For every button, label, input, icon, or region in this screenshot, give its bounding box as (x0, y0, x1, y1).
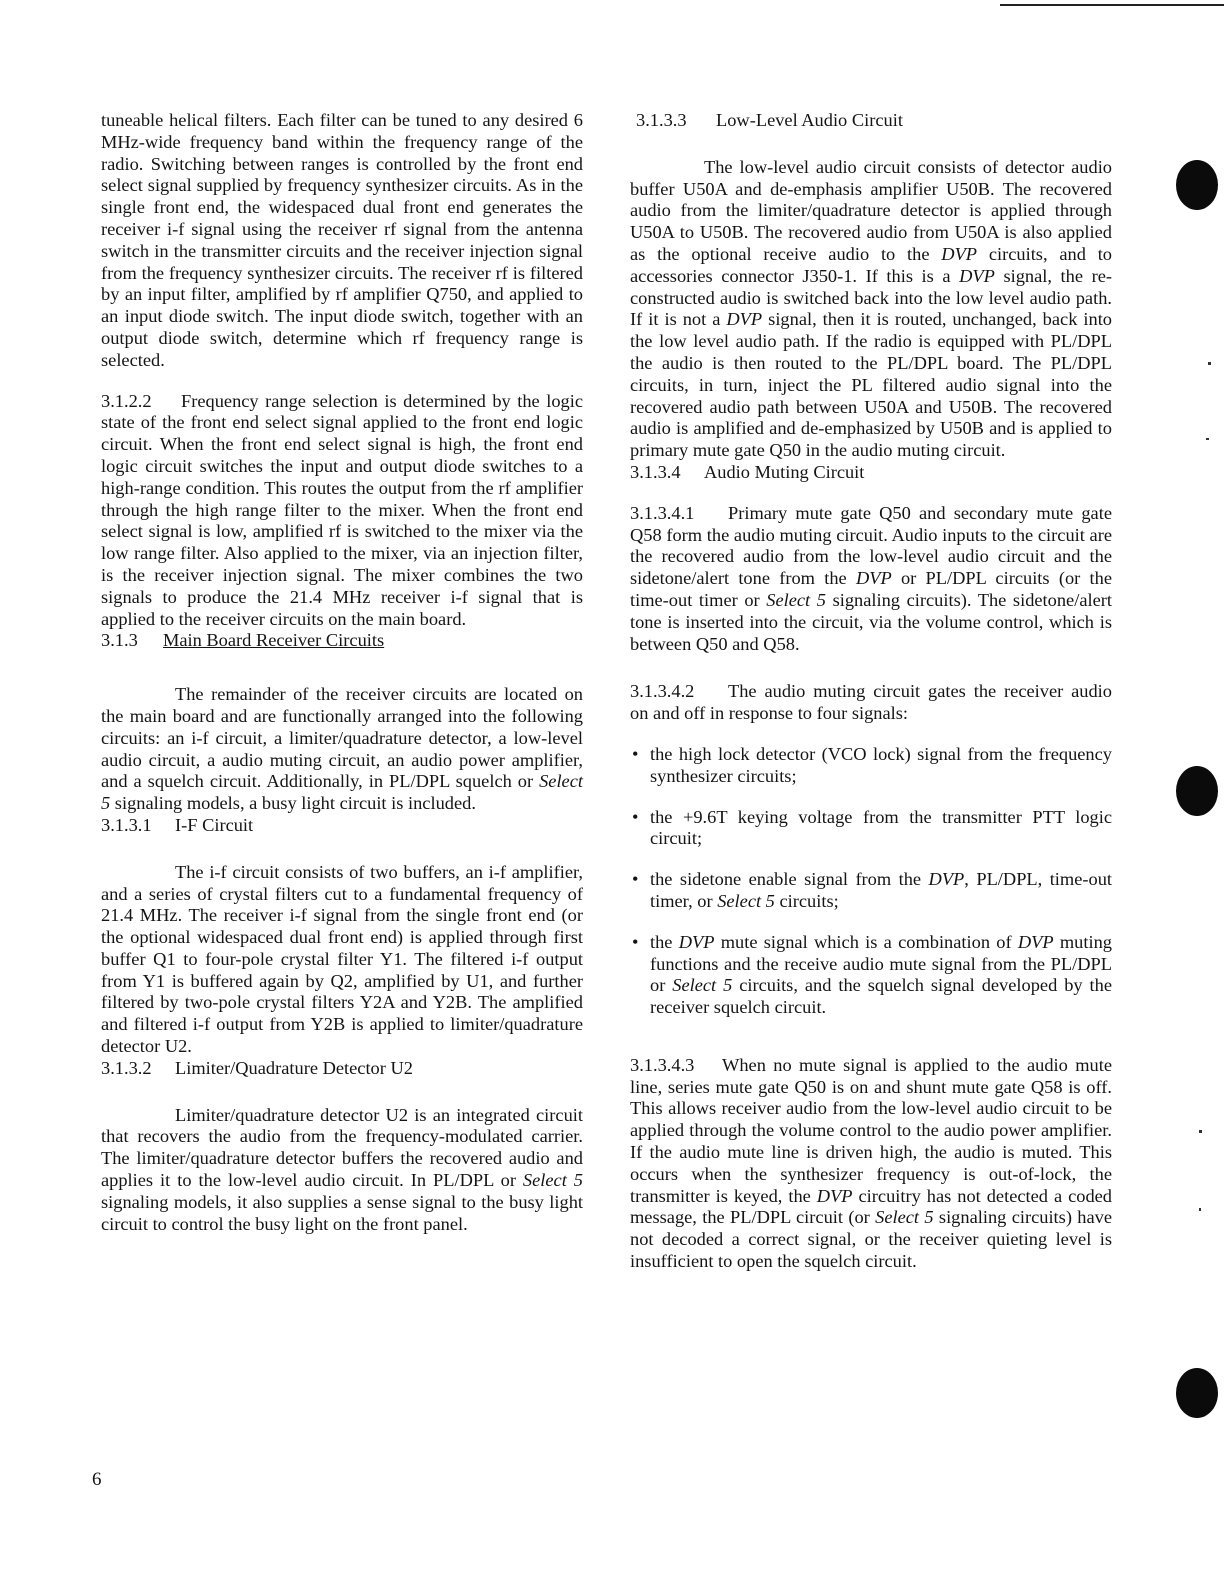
list-item (630, 932, 1112, 1019)
list-item (630, 869, 1112, 913)
bullet-icon: • (632, 806, 639, 827)
paragraph-3-1-2-2 (101, 391, 583, 631)
section-number: 3.1.3.4.2 (630, 681, 695, 702)
emphasis-run: Select 5 (717, 890, 775, 911)
intro-paragraph: tuneable helical filters. Each filter can be tuned to any desired 6 MHz-wide frequency band within the frequency range of the radio. Switching between ranges is controlled by the front end select signal supplied by frequency synthesizer circuits. As in the single front end, the widespaced dual front end generates the receiver i-f signal using the receiver rf signal from the antenna switch in the transmitter circuits and the receiver injection signal from the frequency synthesizer circuits. The receiver rf is filtered by an input filter, amplified by rf amplifier Q750, and applied to an input diode switch. The input diode switch, together with an output diode switch, determine which rf frequency range is selected. (101, 110, 583, 370)
heading-3-1-3-4 (630, 462, 1112, 484)
paragraph-3-1-3 (101, 684, 583, 815)
page-number: 6 (92, 1469, 102, 1490)
text-run: signaling circuits) have not decoded a correct signal, or the receiver quieting level is insufficient to open the squelch circuit. (630, 1207, 1113, 1272)
text-run: signal, the re-constructed audio is switched back into the low level audio path. If it is not a (630, 265, 1112, 330)
heading-3-1-3-2 (101, 1058, 583, 1080)
text-run: The low-level audio circuit consists of detector audio buffer U50A and de-emphasis amplifier U50B. The recovered audio from the limiter/quadrature detector is applied through U50A to U50B. The recovered audio from U50A is also applied as the optional receive audio to the (630, 156, 1112, 264)
signal-list (630, 744, 1112, 1019)
text-run: signal, then it is routed, unchanged, back into the low level audio path. If the radio is equipped with PL/DPL the audio is then routed to the PL/DPL board. The PL/DPL circuits, in turn, inject the PL filtered audio signal into the recovered audio path between U50A and U50B. The recovered audio is amplified and de-emphasized by U50B and is applied to primary mute gate Q50 in the audio muting circuit. (630, 309, 1112, 461)
bullet-icon: • (632, 869, 639, 890)
section-number: 3.1.2.2 (101, 390, 152, 411)
emphasis-run: DVP (928, 869, 965, 890)
section-title: I-F Circuit (175, 814, 254, 835)
text-run: The remainder of the receiver circuits are located on the main board and are functionally arranged into the following circuits: an i-f circuit, a limiter/quadrature detector, a low-level audio circuit, a audio muting circuit, an audio power amplifier, and a squelch circuit. Additionally, in PL/DPL squelch or (101, 684, 583, 792)
scan-speck (1206, 438, 1209, 440)
heading-3-1-3 (101, 630, 583, 652)
text-run: mute signal which is a combination of (714, 931, 1018, 952)
emphasis-run: DVP (855, 568, 892, 589)
paragraph-3-1-3-4-2 (630, 681, 1112, 725)
emphasis-run: Select 5 (101, 771, 583, 814)
text-run: the (650, 931, 679, 952)
emphasis-run: DVP (726, 309, 763, 330)
emphasis-run: DVP (816, 1185, 853, 1206)
emphasis-run: DVP (1017, 931, 1054, 952)
text-run: Limiter/quadrature detector U2 is an integrated circuit that recovers the audio from the frequency-modulated carrier. The limiter/quadrature detector buffers the recovered audio and applies it to the low-level audio circuit. In PL/DPL or (101, 1104, 583, 1191)
section-number: 3.1.3.4.3 (630, 1054, 695, 1075)
bullet-icon: • (632, 743, 639, 764)
text-run: When no mute signal is applied to the audio mute line, series mute gate Q50 is on and shunt mute gate Q58 is off. This allows receiver audio from the low-level audio circuit to be applied through the volume control to the audio power amplifier. If the audio mute line is driven high, the audio is muted. This occurs when the synthesizer frequency is out-of-lock, the transmitter is keyed, the (630, 1054, 1112, 1206)
text-run: Primary mute gate Q50 and secondary mute gate Q58 form the audio muting circuit. Audio inputs to the circuit are the recovered audio from the low-level audio circuit and the sidetone/alert tone from the (630, 502, 1112, 589)
paragraph-3-1-3-2 (101, 1105, 583, 1236)
text-run: , PL/DPL, time-out timer, or (650, 869, 1112, 911)
binder-hole-mark (1176, 766, 1218, 816)
emphasis-run: DVP (678, 931, 715, 952)
top-border-line (1000, 4, 1224, 6)
section-title: Main Board Receiver Circuits (163, 630, 385, 651)
section-number: 3.1.3.4.1 (630, 502, 695, 523)
paragraph-3-1-3-4-1 (630, 503, 1112, 656)
paragraph-text: The audio muting circuit gates the receiver audio on and off in response to four signals: (630, 681, 1112, 724)
emphasis-run: DVP (959, 265, 995, 286)
paragraph-text: Frequency range selection is determined by the logic state of the front end select signal applied to the front end logic circuit. When the front end select signal is high, the front end logic circuit switches the input and output diode switches to a high-range condition. This routes the output from the rf amplifier through the high range filter to the mixer. When the front end select signal is low, amplified rf is switched to the mixer via the low range filter. Also applied to the mixer, via an injection filter, is the receiver injection signal. The mixer combines the two signals to produce the 21.4 MHz receiver i-f signal that is applied to the receiver circuits on the main board. (101, 390, 583, 629)
scan-speck (1199, 1208, 1201, 1211)
text-run: the high lock detector (VCO lock) signal from the frequency synthesizer circuits; (650, 743, 1112, 786)
scan-speck (1199, 1130, 1202, 1133)
right-column (630, 110, 1112, 1273)
section-number: 3.1.3.4 (630, 461, 681, 482)
emphasis-run: DVP (941, 243, 978, 264)
list-item (630, 744, 1112, 788)
text-run: signaling models, it also supplies a sense signal to the busy light circuit to control the busy light on the front panel. (101, 1191, 583, 1234)
binder-hole-mark (1176, 160, 1218, 210)
text-run: signaling circuits). The sidetone/alert tone is inserted into the circuit, via the volume control, which is between Q50 and Q58. (630, 589, 1112, 654)
section-number: 3.1.3.1 (101, 814, 152, 835)
heading-3-1-3-3 (636, 110, 1112, 132)
text-run: signaling models, a busy light circuit is included. (110, 793, 476, 814)
section-number: 3.1.3.2 (101, 1057, 152, 1078)
text-run: circuits; (774, 890, 839, 911)
text-run: circuits, and to accessories connector J350-1. If this is a (630, 243, 1112, 286)
emphasis-run: Select 5 (522, 1170, 583, 1191)
paragraph-3-1-3-1: The i-f circuit consists of two buffers, an i-f amplifier, and a series of crystal filters cut to a fundamental frequency of 21.4 MHz. The receiver i-f signal from the single front end (or the optional widespaced dual front end) is applied through first buffer Q1 to four-pole crystal filter Y1. The filtered i-f output from Y1 is buffered again by Q2, amplified by U1, and further filtered by two-pole crystal filters Y2A and Y2B. The amplified and filtered i-f output from Y2B is applied to limiter/quadrature detector U2. (101, 861, 583, 1057)
emphasis-run: Select 5 (875, 1207, 934, 1228)
text-run: the sidetone enable signal from the (650, 869, 929, 890)
bullet-icon: • (632, 931, 639, 952)
paragraph-3-1-3-3 (630, 157, 1112, 462)
text-run: circuitry has not detected a coded message, the PL/DPL circuit (or (630, 1185, 1112, 1228)
list-item (630, 807, 1112, 851)
heading-3-1-3-1 (101, 815, 583, 837)
emphasis-run: Select 5 (672, 975, 733, 996)
scan-speck (1208, 362, 1211, 365)
text-run: the +9.6T keying voltage from the transmitter PTT logic circuit; (650, 806, 1112, 849)
section-number: 3.1.3 (101, 630, 138, 651)
text-run: circuits, and the squelch signal developed by the receiver squelch circuit. (650, 975, 1112, 1018)
left-column (101, 110, 583, 1235)
emphasis-run: Select 5 (766, 589, 826, 610)
binder-hole-mark (1176, 1368, 1218, 1418)
paragraph-3-1-3-4-3 (630, 1055, 1112, 1273)
text-run: muting functions and the receive audio mute signal from the PL/DPL or (650, 931, 1112, 996)
section-title: Limiter/Quadrature Detector U2 (175, 1057, 413, 1078)
text-run: or PL/DPL circuits (or the time-out timer or (630, 568, 1112, 610)
section-number: 3.1.3.3 (636, 110, 687, 130)
section-title: Audio Muting Circuit (704, 461, 865, 482)
section-title: Low-Level Audio Circuit (716, 110, 903, 130)
